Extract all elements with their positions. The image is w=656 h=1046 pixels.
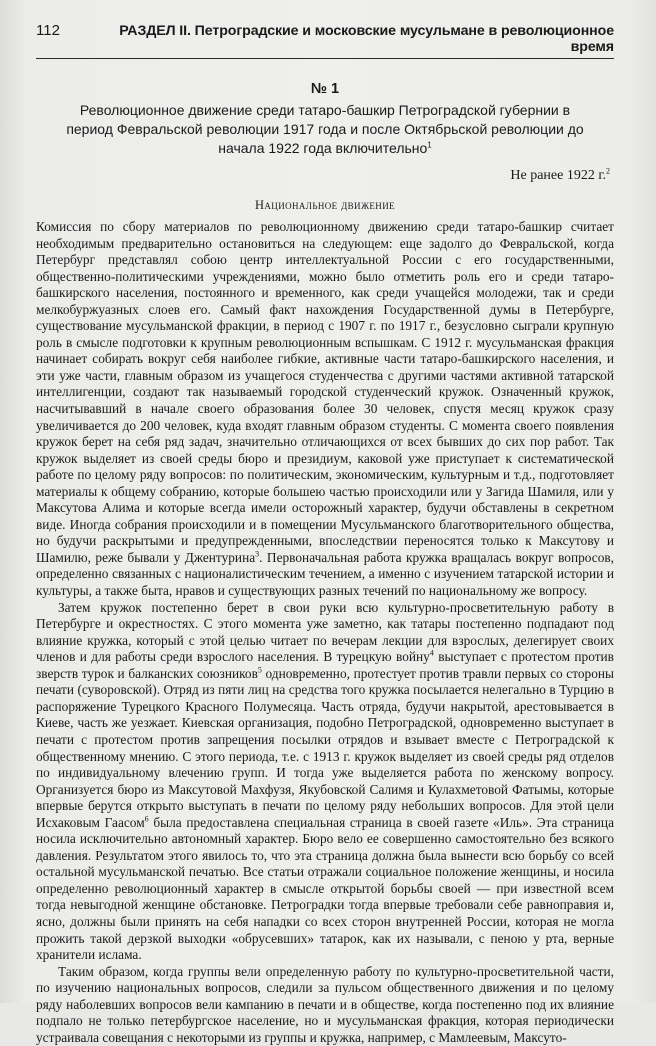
footnote-ref: 6 <box>144 814 149 824</box>
running-header <box>36 0 614 59</box>
footnote-ref: 2 <box>606 166 610 176</box>
subsection-heading: Национальное движение <box>254 198 396 212</box>
paragraph-text: Комиссия по сбору материалов по революционному движению среди татаро-башкир считает необходимым предварительно остановиться на следующем: еще задолго до Февральской, когда Петербург представлял собою центр интеллектуальной России с его государственными, общественно-политическими учреждениями, можно было отметить роль его и среди татаро-башкирского населения, постоянного и временного, как среди учащейся молодежи, так и среди мелкобуржуазных слоев его. Самый факт нахождения Государственной думы в Петербурге, существование мусульманской фракции, в период с 1907 г. по 1917 г., безусловно сыграли крупную роль в смысле подготовки к крупным революционным вспышкам. С 1912 г. мусульманская фракция начинает собирать вокруг себя наиболее гибкие, активные части татаро-башкирского населения, и эти уже части, главным образом из учащегося студенчества с другими частями активной татарской интеллигенции, создают так называемый городской студенческий кружок. Означенный кружок, насчитывавший в начале своего образования более 30 человек, спустя месяц кружок сразу увеличивается до 200 человек, куда входят главным образом студенты. С момента своего появления кружок берет на себя ряд задач, значительно отличающихся от всех бывших до сих пор работ. Так кружок выделяет из своей среды бюро и президиум, каковой уже приступает к систематической работе по целому ряду вопросов: по политическим, экономическим, культурным и т.д., подготовляет материалы к общему собранию, которые большею частью происходили или у Загида Шамиля, или у Максутова Алима и которые всегда имели осторожный характер, будучи обставлены в секретном виде. Иногда собрания происходили и в помещении Мусульманского благотворительного общества, но будучи раскрытыми и предупрежденными, впоследствии переносятся только к Максутову и Шамилю, реже бывали у Джентурина <box>36 219 614 565</box>
footnote-ref: 1 <box>427 140 432 150</box>
paragraph <box>36 219 614 600</box>
section-title: РАЗДЕЛ II. Петроградские и московские мусульмане в революционное время <box>119 23 614 55</box>
paragraph-text: Затем кружок постепенно берет в свои руки всю культурно-просветительную работу в Петербурге и окрестностях. С этого момента уже заметно, как татары постепенно подпадают под влияние кружка, который с этой целью читает по вечерам лекции для взрослых, делегирует своих членов и для работы среди взрослого населения. В турецкую войну <box>36 599 614 665</box>
paragraph <box>36 964 614 1046</box>
footnote-ref: 4 <box>429 648 434 658</box>
document-date-text: Не ранее 1922 г. <box>510 168 606 183</box>
paragraph-text: одновременно, протестует против травли первых со стороны печати (суворовской). Отряд из пяти лиц на средства того кружка посылается нелегально в Турцию в распоряжение Турецкого Красного Полумесяца. Часть отряда, будучи накрытой, арестовывается в Киеве, часть же уезжает. Киевская организация, подобно Петроградской, одновременно выступает в печати с протестом против запрещения посылки отрядов и взывает вместе с Петроградской к общественному мнению. С этого периода, т.е. с 1913 г. кружок выделяет из своей среды ряд отделов по индивидуальному влечению групп. И тогда уже выделяется работа по женскому вопросу. Организуется бюро из Максутовой Махфузя, Якубовской Салимя и Кулахметовой Фатымы, которые впервые берутся открыто выступать в печати по целому ряду небольших вопросов. Для этой цели Исхаковым Гаасом <box>36 665 614 830</box>
paragraph-text: . Первоначальная работа кружка вращалась вокруг вопросов, определенно связанных с националистическим течением, а именно с изучением татарской истории и культуры, а также быта, нравов и существующих разных течений по национальному же вопросу. <box>36 549 614 599</box>
page-number: 112 <box>36 22 60 39</box>
footnote-ref: 5 <box>257 665 262 675</box>
document-number: № 1 <box>310 81 340 97</box>
document-date <box>36 168 614 184</box>
paragraph-text: была предоставлена специальная страница в своей газете «Иль». Эта страница носила исключительно автономный характер. Бюро вело ее совершенно самостоятельно без всякого давления. Результатом этого явилось то, что эта страница должна была вынести всю борьбу со всей остальной мусульманской печатью. Все статьи отражали социальное положение женщины, и носила определенно революционный характер в смысле открытой борьбы своей — при известной всем тогда невыгодной женщине обстановке. Петроградки тогда впервые требовали себе равноправия и, ясно, должны были принять на себя нападки со всех сторон внутренней России, которая не могла прожить такой дерзкой выходки «обрусевших» татарок, как их называли, с пеною у рта, верные хранители ислама. <box>36 814 614 963</box>
paragraph-text: выступает с протестом против зверств турок и балканских союзников <box>36 649 614 681</box>
body-text <box>36 219 614 1046</box>
document-title <box>65 101 585 158</box>
document-title-text: Революционное движение среди татаро-башкир Петроградской губернии в период Февральской революции 1917 года и после Октябрьской революции до начала 1922 года включительно <box>66 102 584 156</box>
footnote-ref: 3 <box>255 549 260 559</box>
paragraph-text: Таким образом, когда группы вели определенную работу по культурно-просветительной части, по изучению национальных вопросов, следили за пульсом общественного движения и по целому ряду наболевших вопросов вели кампанию в печати и в обществе, когда постепенно под их влияние подпало не только петербургское население, но и мусульманская фракция, которая периодически устраивала совещания с некоторыми из группы и кружка, например, с Мамлеевым, Максуто- <box>36 963 614 1045</box>
paragraph <box>36 600 614 964</box>
